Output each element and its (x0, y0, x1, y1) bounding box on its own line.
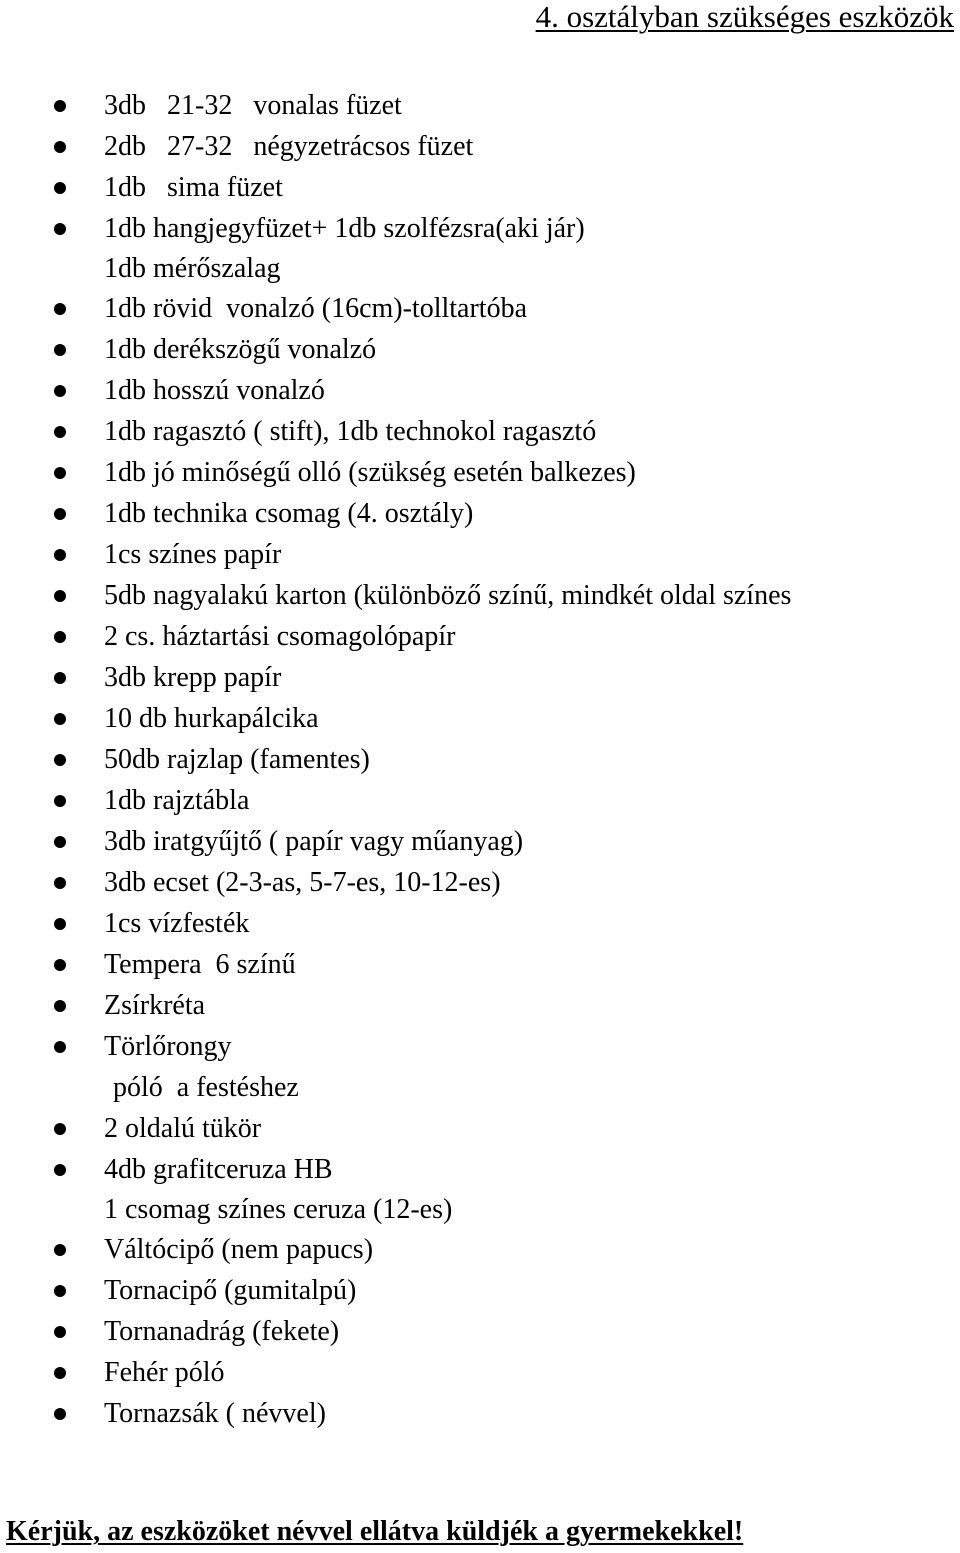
list-item-text: póló a festéshez (113, 1072, 299, 1103)
bullet-icon (54, 631, 66, 643)
list-item (0, 126, 960, 167)
list-item (0, 1311, 960, 1352)
list-item (0, 657, 960, 698)
list-item (0, 1229, 960, 1270)
list-item-text: 1db ragasztó ( stift), 1db technokol ragasztó (104, 416, 597, 447)
list-item-text: 50db rajzlap (famentes) (104, 744, 370, 775)
bullet-icon (54, 100, 66, 112)
footer-note: Kérjük, az eszközöket névvel ellátva küldjék a gyermekekkel! (6, 1516, 744, 1547)
bullet-icon (54, 467, 66, 479)
list-item (0, 534, 960, 575)
list-item (0, 1190, 960, 1229)
bullet-icon (54, 754, 66, 766)
list-item-text: 4db grafitceruza HB (104, 1154, 333, 1185)
bullet-icon (54, 795, 66, 807)
list-item (0, 329, 960, 370)
list-item (0, 249, 960, 288)
bullet-icon (54, 1123, 66, 1135)
bullet-icon (54, 1000, 66, 1012)
list-item-text: 3db 21-32 vonalas füzet (104, 90, 402, 121)
list-item-text: Zsírkréta (104, 990, 206, 1021)
list-item (0, 616, 960, 657)
bullet-icon (54, 549, 66, 561)
list-item (0, 698, 960, 739)
list-item-text: Tempera 6 színű (104, 949, 296, 980)
bullet-icon (54, 385, 66, 397)
list-item (0, 167, 960, 208)
bullet-icon (54, 672, 66, 684)
bullet-icon (54, 508, 66, 520)
list-item-text: 1db hangjegyfüzet+ 1db szolfézsra(aki jár) (104, 213, 585, 244)
page-title: 4. osztályban szükséges eszközök (535, 0, 954, 34)
list-item-text: 3db ecset (2-3-as, 5-7-es, 10-12-es) (104, 867, 501, 898)
list-item (0, 1026, 960, 1067)
list-item (0, 1270, 960, 1311)
list-item-text: 10 db hurkapálcika (104, 703, 319, 734)
list-item-text: 1db hosszú vonalzó (104, 375, 325, 406)
supply-list (0, 85, 960, 1434)
bullet-icon (54, 1285, 66, 1297)
list-item (0, 985, 960, 1026)
list-item (0, 903, 960, 944)
bullet-icon (54, 959, 66, 971)
list-item (0, 493, 960, 534)
list-item-text: Törlőrongy (104, 1031, 232, 1062)
list-item-text: Váltócipő (nem papucs) (104, 1234, 374, 1265)
list-item (0, 85, 960, 126)
list-item-text: 1cs színes papír (104, 539, 282, 570)
bullet-icon (54, 918, 66, 930)
list-item-text: 1db derékszögű vonalzó (104, 334, 377, 365)
list-item (0, 1393, 960, 1434)
list-item-text: 5db nagyalakú karton (különböző színű, mindkét oldal színes (104, 580, 792, 611)
list-item (0, 780, 960, 821)
bullet-icon (54, 590, 66, 602)
list-item-text: 3db iratgyűjtő ( papír vagy műanyag) (104, 826, 524, 857)
bullet-icon (54, 1164, 66, 1176)
bullet-icon (54, 1408, 66, 1420)
bullet-icon (54, 344, 66, 356)
list-item (0, 944, 960, 985)
list-item-text: 2 oldalú tükör (104, 1113, 262, 1144)
list-item (0, 452, 960, 493)
list-item (0, 1149, 960, 1190)
bullet-icon (54, 426, 66, 438)
bullet-icon (54, 182, 66, 194)
list-item-text: Tornanadrág (fekete) (104, 1316, 340, 1347)
list-item-text: 1db mérőszalag (104, 253, 281, 284)
bullet-icon (54, 223, 66, 235)
list-item-text: Fehér póló (104, 1357, 225, 1388)
list-item (0, 370, 960, 411)
list-item-text: Tornazsák ( névvel) (104, 1398, 326, 1429)
list-item-text: 2db 27-32 négyzetrácsos füzet (104, 131, 474, 162)
bullet-icon (54, 836, 66, 848)
list-item (0, 862, 960, 903)
list-item (0, 575, 960, 616)
list-item-text: 3db krepp papír (104, 662, 282, 693)
list-item-text: 1db rajztábla (104, 785, 250, 816)
bullet-icon (54, 303, 66, 315)
list-item-text: 1db rövid vonalzó (16cm)-tolltartóba (104, 293, 527, 324)
bullet-icon (54, 1244, 66, 1256)
list-item-text: 1 csomag színes ceruza (12-es) (104, 1194, 453, 1225)
bullet-icon (54, 1041, 66, 1053)
list-item-text: 1db sima füzet (104, 172, 283, 203)
list-item (0, 1108, 960, 1149)
list-item (0, 821, 960, 862)
list-item-text: 1cs vízfesték (104, 908, 250, 939)
bullet-icon (54, 713, 66, 725)
list-item (0, 1352, 960, 1393)
list-item-text: 1db jó minőségű olló (szükség esetén balkezes) (104, 457, 636, 488)
bullet-icon (54, 141, 66, 153)
bullet-icon (54, 1326, 66, 1338)
bullet-icon (54, 1367, 66, 1379)
list-item (0, 739, 960, 780)
list-item-text: Tornacipő (gumitalpú) (104, 1275, 357, 1306)
list-item-text: 1db technika csomag (4. osztály) (104, 498, 474, 529)
list-item (0, 1067, 960, 1108)
bullet-icon (54, 877, 66, 889)
list-item (0, 288, 960, 329)
list-item (0, 208, 960, 249)
list-item-text: 2 cs. háztartási csomagolópapír (104, 621, 456, 652)
list-item (0, 411, 960, 452)
